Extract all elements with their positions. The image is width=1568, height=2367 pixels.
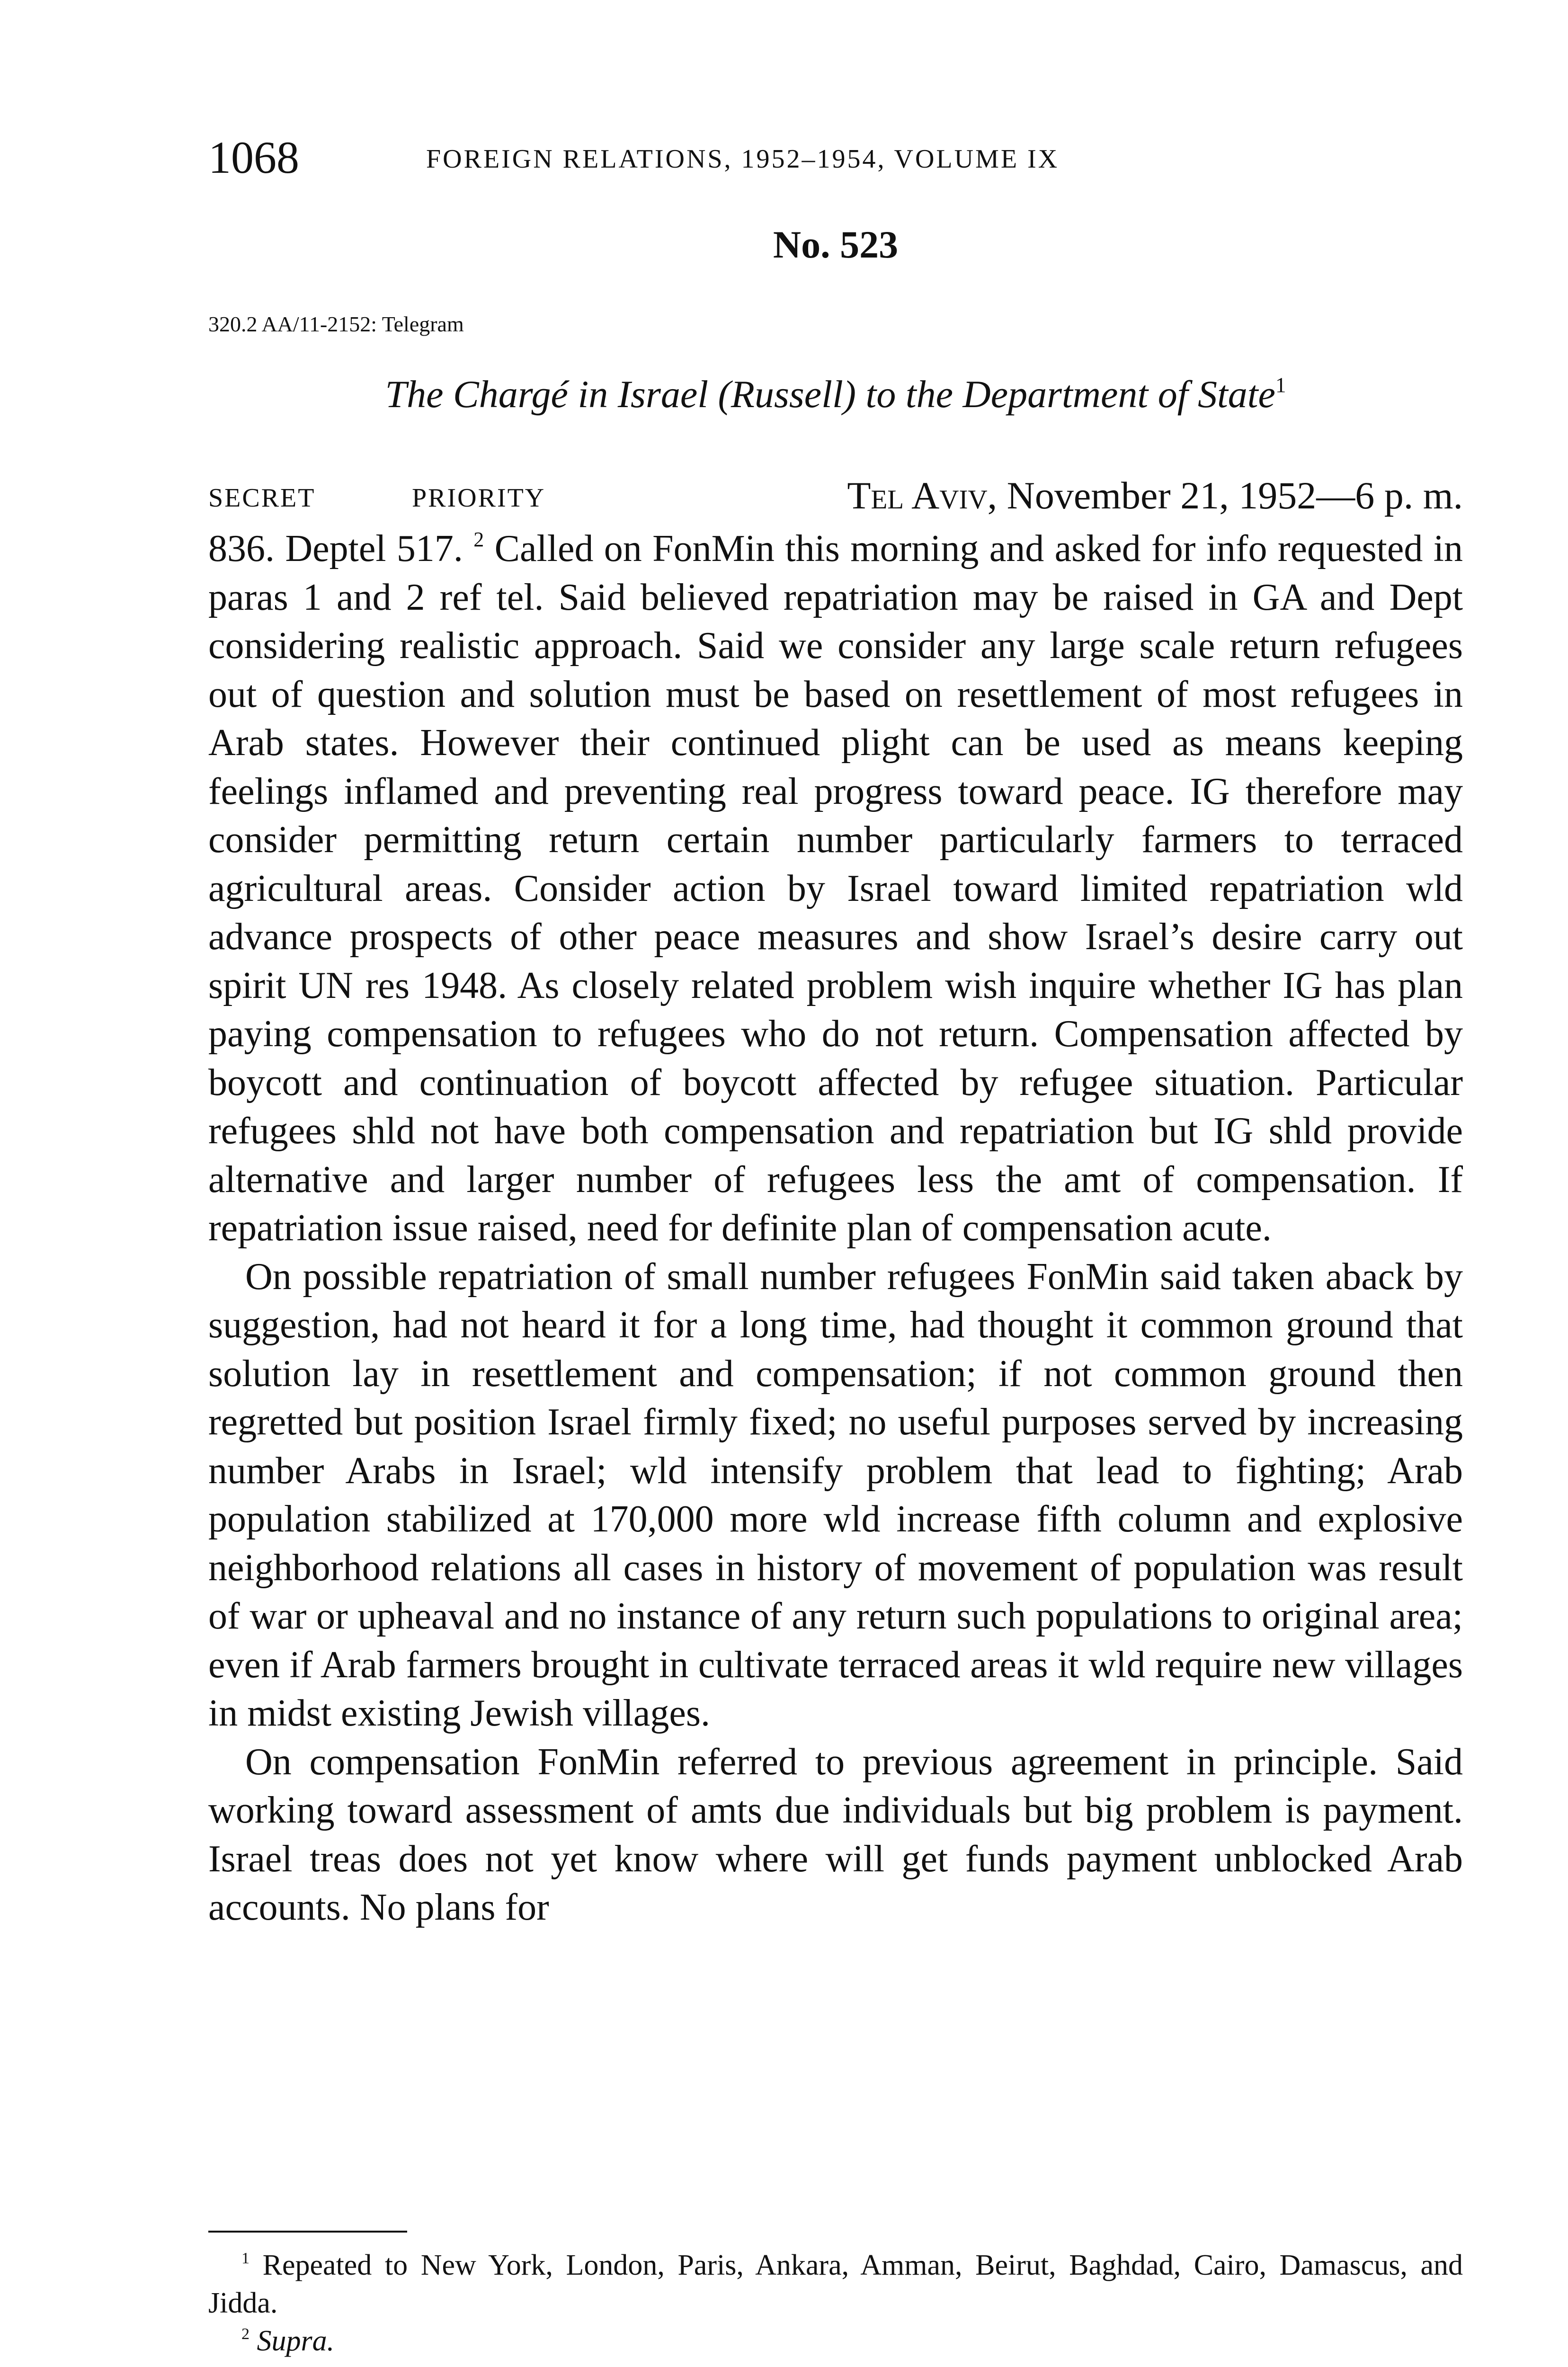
paragraph-1-start: 836. Deptel 517. [208, 528, 474, 570]
classification-label: SECRET [208, 483, 316, 513]
document-title-text: The Chargé in Israel (Russell) to the Department of State [385, 373, 1275, 416]
footnotes [208, 2246, 1463, 2360]
running-title: FOREIGN RELATIONS, 1952–1954, VOLUME IX [426, 144, 1060, 174]
document-page [208, 0, 1463, 2367]
document-number: No. 523 [773, 223, 899, 266]
telegram-body [208, 525, 1463, 1932]
footnote-2-marker: 2 [241, 2325, 250, 2343]
dateline-date: November 21, 1952—6 p. m. [997, 474, 1463, 517]
body-paragraph-1 [208, 525, 1463, 1253]
body-paragraph-2: On possible repatriation of small number refugees FonMin said taken aback by suggestion, had not heard it for a long time, had thought it common ground that solution lay in resettlement and compensation; if not common ground then regretted but position Israel firmly fixed; no useful purposes served by increasing number Arabs in Israel; wld intensify problem that lead to fighting; Arab population stabilized at 170,000 more wld increase fifth column and explosive neighborhood relations all cases in history of movement of population was result of war or upheaval and no instance of any return such populations to original area; even if Arab farmers brought in cultivate terraced areas it wld require new villages in midst existing Jewish villages. [208, 1255, 1463, 1734]
paragraph-1-text: Called on FonMin this morning and asked for info requested in paras 1 and 2 ref tel. Said believed repatriation may be raised in GA and Dept considering realistic approach. Said we consider any large scale return refugees out of question and solution must be based on resettlement of most refugees in Arab states. However their continued plight can be used as means keeping feelings inflamed and preventing real progress toward peace. IG therefore may consider permitting return certain number particularly farmers to terraced agricultural areas. Consider action by Israel toward limited repatriation wld advance prospects of other peace measures and show Israel’s desire carry out spirit UN res 1948. As closely related problem wish inquire whether IG has plan paying compensation to refugees who do not return. Compensation affected by boycott and continuation of boycott affected by refugee situation. Particular refugees shld not have both compensation and repatriation but IG shld provide alternative and larger number of refugees less the amt of compensation. If repatriation issue raised, need for definite plan of compensation acute. [208, 528, 1463, 1249]
classification-line [208, 470, 1463, 522]
file-reference: 320.2 AA/11-2152: Telegram [208, 312, 464, 336]
document-title [208, 368, 1463, 420]
footnote-2-text: Supra. [249, 2325, 335, 2357]
dateline-place: Tel Aviv, [847, 474, 998, 517]
body-paragraph-3: On compensation FonMin referred to previous agreement in principle. Said working toward assessment of amts due individuals but big problem is payment. Israel treas does not yet know where will get funds payment unblocked Arab accounts. No plans for [208, 1741, 1463, 1928]
footnote-1 [208, 2246, 1463, 2322]
running-header [208, 127, 1463, 188]
footnote-divider [208, 2231, 407, 2233]
footnote-ref-1[interactable]: 1 [1275, 373, 1286, 397]
precedence-label: PRIORITY [412, 483, 546, 513]
footnote-ref-2[interactable]: 2 [473, 528, 484, 552]
page-number: 1068 [208, 132, 299, 183]
footnote-2 [208, 2322, 1463, 2360]
footnote-1-marker: 1 [241, 2250, 250, 2268]
dateline [847, 470, 1463, 522]
footnote-1-text: Repeated to New York, London, Paris, Ankara, Amman, Beirut, Baghdad, Cairo, Damascus, and Jidda. [208, 2249, 1463, 2319]
